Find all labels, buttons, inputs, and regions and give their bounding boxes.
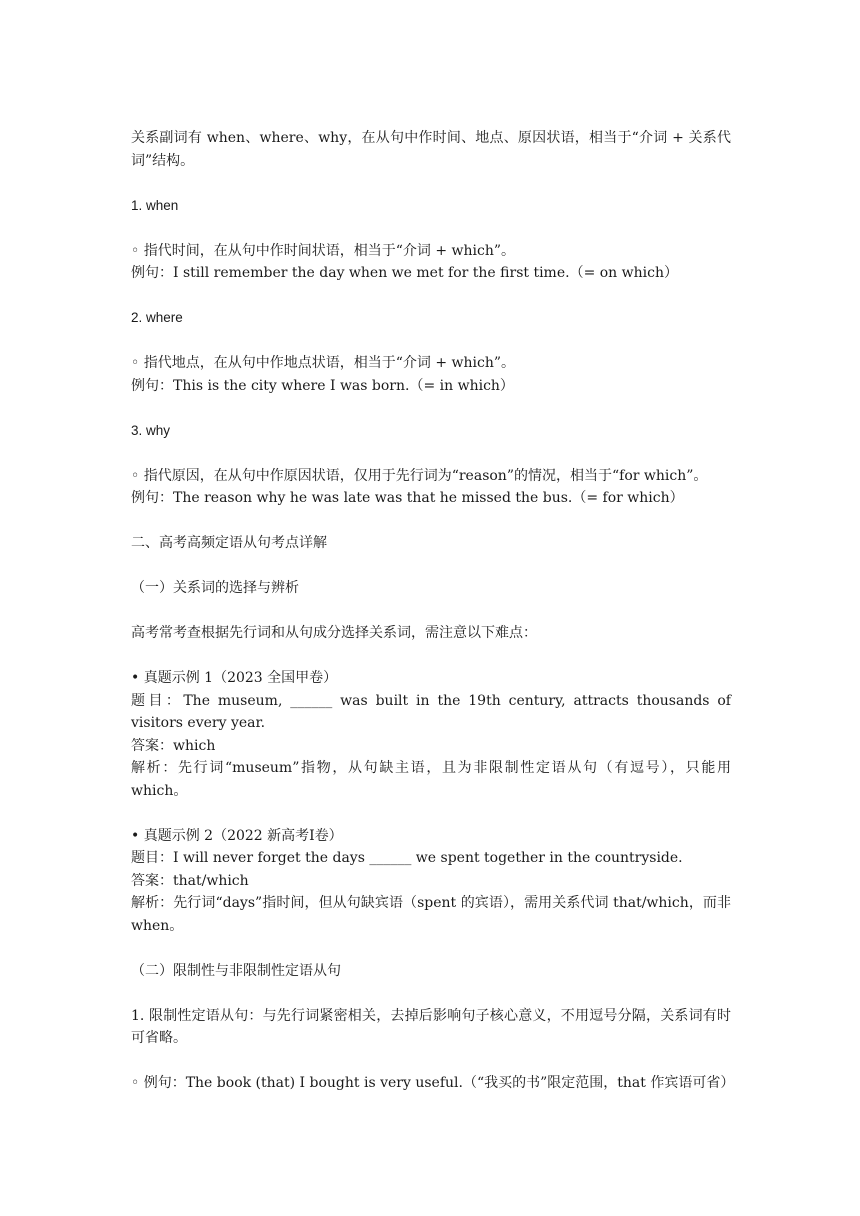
subsection2-title: （二）限制性与非限制性定语从句 (131, 962, 341, 979)
item-heading-where: 2. where (131, 310, 183, 325)
example2-answer: 答案：that/which (131, 872, 249, 889)
restrictive-example: ◦ 例句：The book (that) I bought is very useful.（“我买的书”限定范围，that 作宾语可省） (131, 1075, 735, 1091)
item-example-where: 例句：This is the city where I was born.（= in which） (131, 377, 514, 394)
item-heading-why: 3. why (131, 422, 171, 438)
item-desc-why: ◦ 指代原因，在从句中作原因状语，仅用于先行词为“reason”的情况，相当于“for which”。 (131, 467, 708, 484)
item-desc-when: ◦ 指代时间，在从句中作时间状语，相当于“介词 + which”。 (131, 242, 515, 259)
example1-question: 题目：The museum, ______ was built in the 19th century, attracts thousands of visitors every year. (131, 692, 731, 731)
item-heading-when: 1. when (131, 197, 179, 213)
example1-analysis: 解析：先行词“museum”指物，从句缺主语，且为非限制性定语从句（有逗号），只能用 which。 (131, 760, 731, 799)
subsection1-title: （一）关系词的选择与辨析 (131, 580, 299, 596)
intro-paragraph: 关系副词有 when、where、why，在从句中作时间、地点、原因状语，相当于“介词 + 关系代词”结构。 (131, 130, 731, 169)
restrictive-definition: 1. 限制性定语从句：与先行词紧密相关，去掉后影响句子核心意义，不用逗号分隔，关系词有时可省略。 (131, 1007, 731, 1046)
document-page (131, 127, 735, 1095)
example1-title: • 真题示例 1（2023 全国甲卷） (131, 670, 338, 686)
example2-question: 题目：I will never forget the days ______ we spent together in the countryside. (131, 850, 683, 866)
example2-title: • 真题示例 2（2022 新高考Ⅰ卷） (131, 827, 343, 844)
item-desc-where: ◦ 指代地点，在从句中作地点状语，相当于“介词 + which”。 (131, 355, 515, 371)
example2-analysis: 解析：先行词“days”指时间，但从句缺宾语（spent 的宾语），需用关系代词 that/which，而非 when。 (131, 895, 731, 934)
section2-title: 二、高考高频定语从句考点详解 (131, 535, 327, 551)
item-example-when: 例句：I still remember the day when we met for the first time.（= on which） (131, 265, 678, 281)
item-example-why: 例句：The reason why he was late was that he missed the bus.（= for which） (131, 490, 684, 506)
example1-answer: 答案：which (131, 737, 216, 754)
subsection1-intro: 高考常考查根据先行词和从句成分选择关系词，需注意以下难点： (131, 625, 537, 641)
